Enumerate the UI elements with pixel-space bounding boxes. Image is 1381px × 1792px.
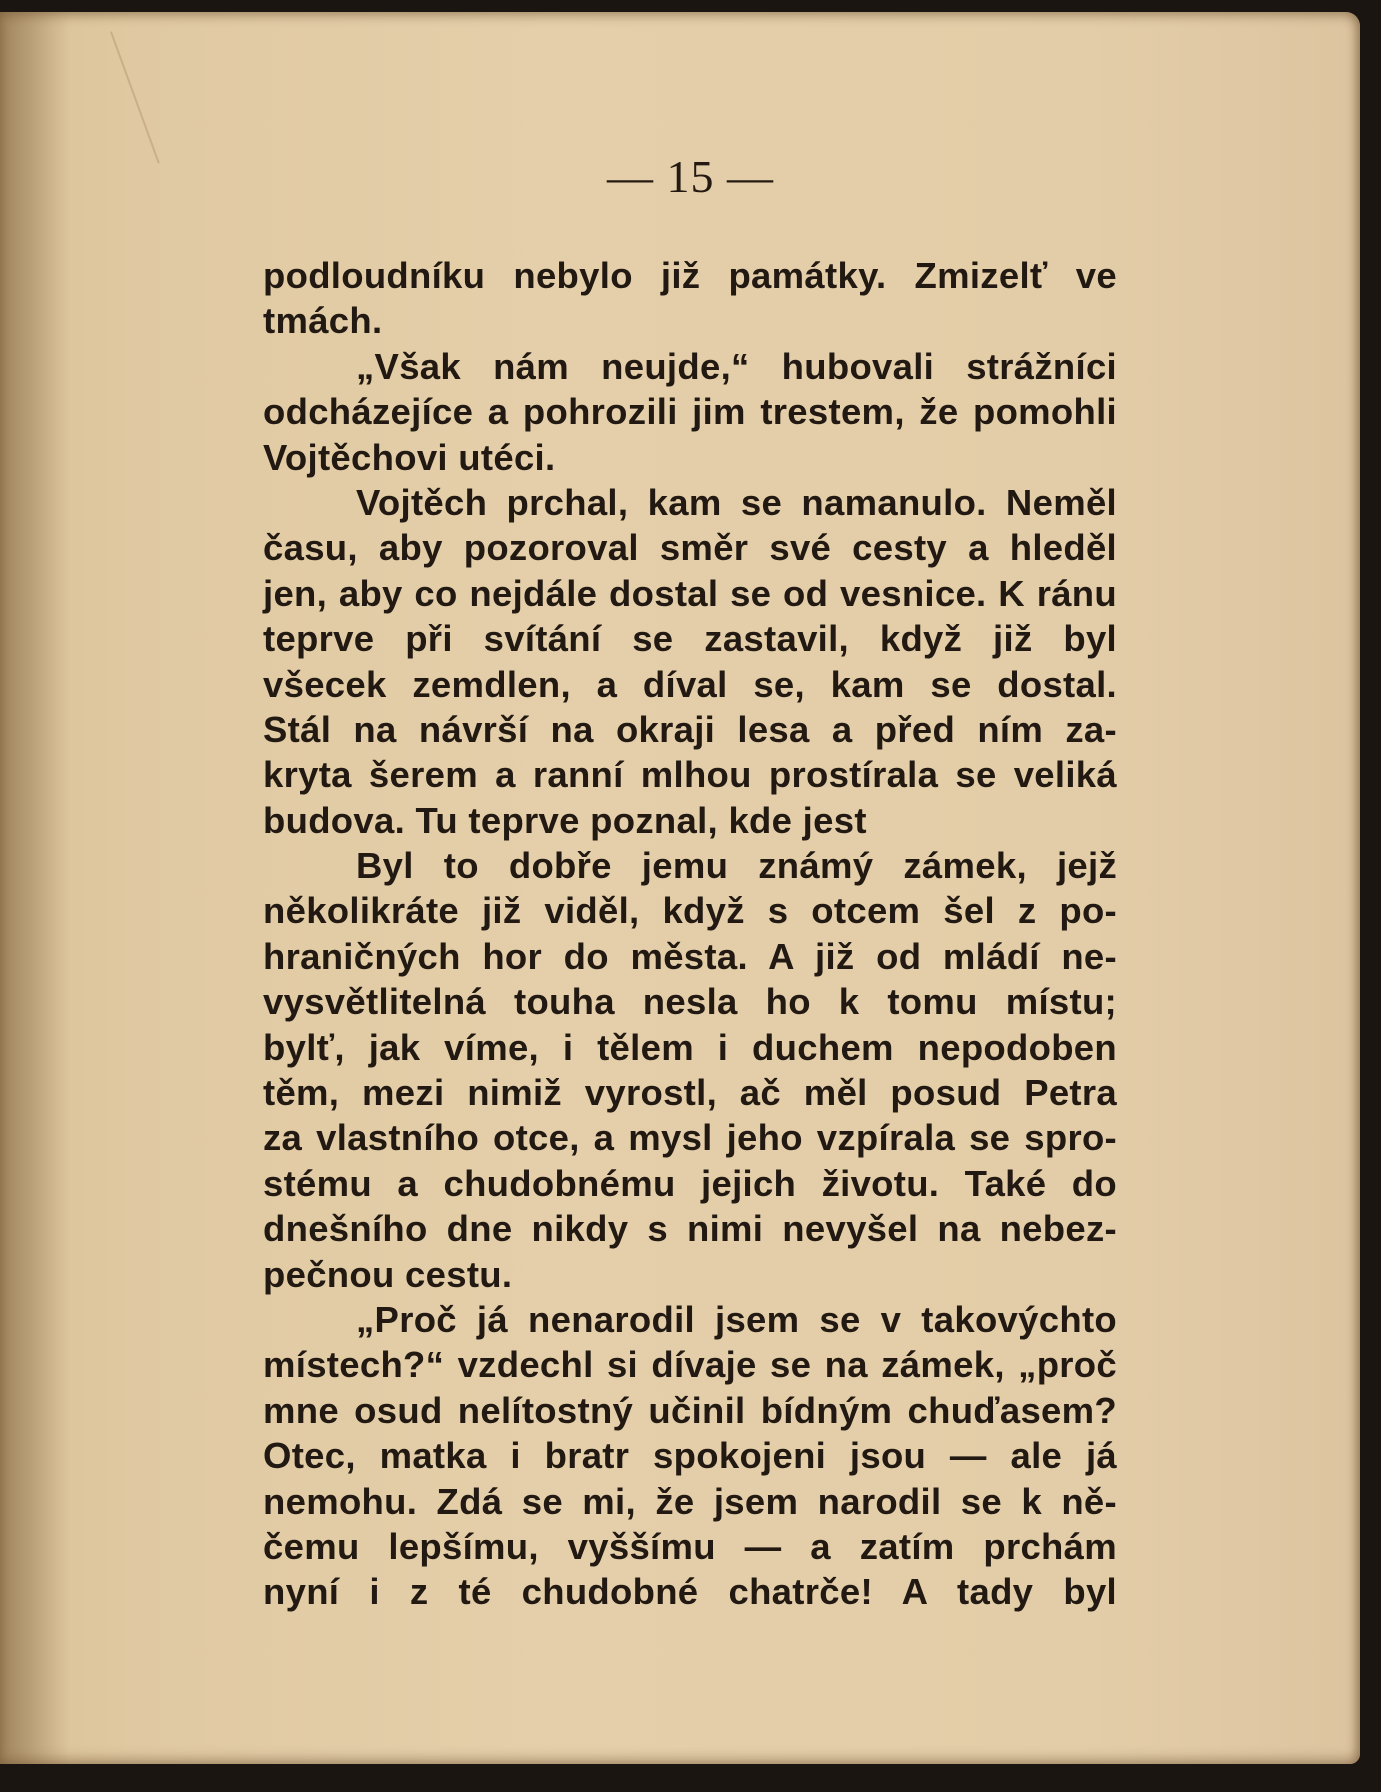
body-text [263,253,1117,1615]
text-line: Vojtěch prchal, kam se namanulo. Neměl [356,481,1117,523]
text-line: kryta šerem a ranní mlhou prostírala se veliká [263,754,1117,796]
page-gutter-shadow [0,12,70,1764]
text-line: budova. Tu teprve poznal, kde jest [263,799,867,841]
text-line: podloudníku nebylo již památky. Zmizelť ve [263,255,1117,296]
text-line: mne osud nelítostný učinil bídným chuďasem? [263,1389,1117,1431]
text-line: jen, aby co nejdále dostal se od vesnice. K ránu [263,572,1117,614]
text-line: tmách. [263,300,383,342]
text-line: Vojtěchovi utéci. [263,436,556,478]
text-line: těm, mezi nimiž vyrostl, ač měl posud Petra [263,1072,1117,1114]
text-line: bylť, jak víme, i tělem i duchem nepodoben [263,1026,1117,1068]
text-line: Byl to dobře jemu známý zámek, jejž [356,845,1117,887]
text-line: Otec, matka i bratr spokojeni jsou — ale já [263,1435,1117,1477]
text-line: vysvětlitelná touha nesla ho k tomu místu; [263,981,1117,1023]
text-line: pečnou cestu. [263,1253,513,1295]
text-line: stému a chudobnému jejich životu. Také do [263,1162,1117,1204]
text-line: času, aby pozoroval směr své cesty a hleděl [263,527,1117,569]
text-line: Stál na návrší na okraji lesa a před ním za- [263,708,1117,750]
page-number: — 15 — [607,151,774,202]
text-line: místech?“ vzdechl si dívaje se na zámek, „proč [263,1344,1117,1386]
text-line: nyní i z té chudobné chatrče! A tady byl [263,1571,1117,1613]
text-line: dnešního dne nikdy s nimi nevyšel na nebez- [263,1208,1117,1250]
text-line: hraničných hor do města. A již od mládí ne- [263,935,1117,977]
text-line: za vlastního otce, a mysl jeho vzpírala se spro- [263,1117,1117,1159]
text-line: nemohu. Zdá se mi, že jsem narodil se k ně- [263,1480,1117,1522]
text-line: „Proč já nenarodil jsem se v takovýchto [356,1298,1117,1340]
text-line: čemu lepšímu, vyššímu — a zatím prchám [263,1525,1117,1567]
page-crease [110,31,160,163]
text-line: několikráte již viděl, když s otcem šel z po- [263,890,1117,932]
text-line: všecek zemdlen, a díval se, kam se dostal. [263,663,1117,705]
text-line: odcházejíce a pohrozili jim trestem, že pomohli [263,391,1117,433]
text-line: „Však nám neujde,“ hubovali strážníci [356,345,1117,387]
text-line: teprve při svítání se zastavil, když již byl [263,618,1117,660]
